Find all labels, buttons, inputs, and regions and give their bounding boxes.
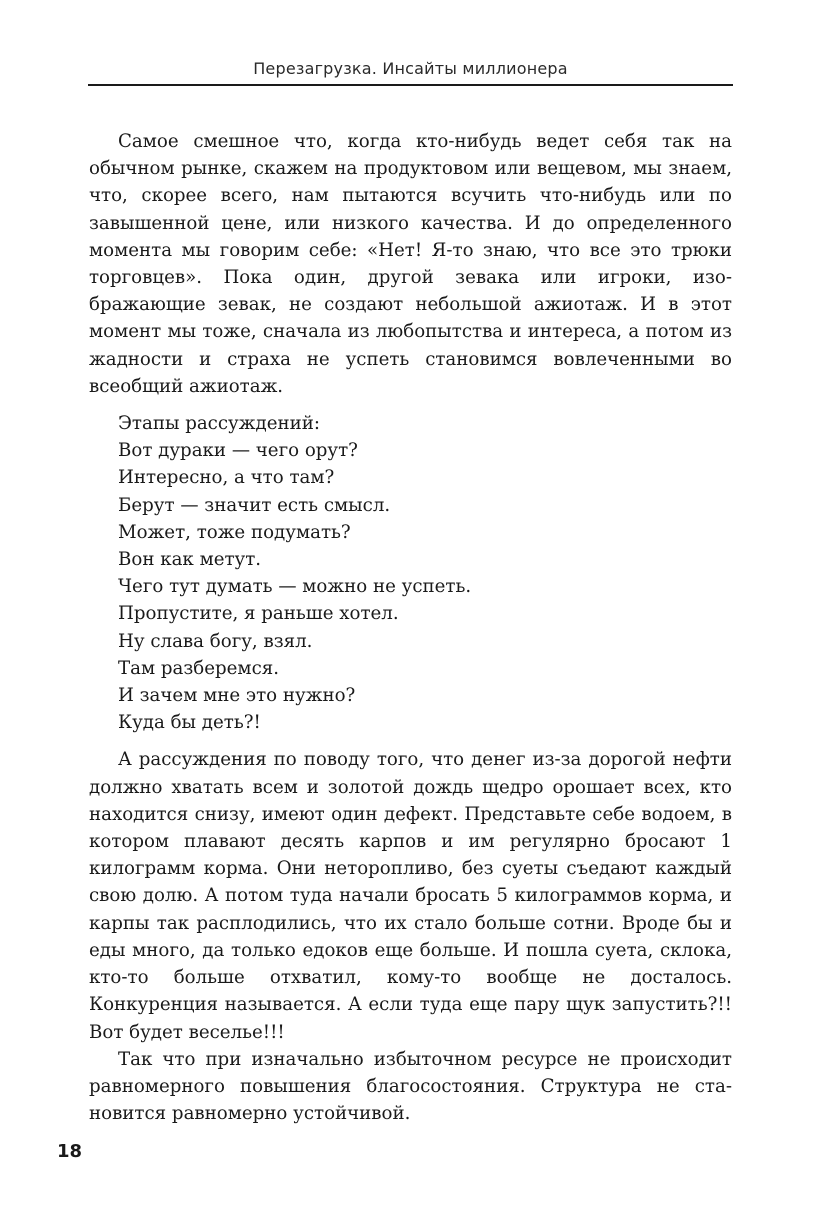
step-line: Куда бы деть?! <box>118 712 261 734</box>
steps-heading: Этапы рассуждений: <box>118 413 320 435</box>
step-line: Интересно, а что там? <box>118 467 335 489</box>
step-line: И зачем мне это нужно? <box>118 685 356 707</box>
page-number: 18 <box>57 1141 83 1162</box>
paragraph-carp-pond: А рассуждения по поводу того, что денег из-за дорогой нефти должно хватать всем и золотой дождь щедро орошает всех, кто находится снизу, имеют один дефект. Представьте себе водоем, в котором плавают десять карпов и им регулярно бросают 1 килограмм корма. Они неторопливо, без суеты съедают каждый свою долю. А потом туда начали бросать 5 килограммов корма, и карпы так расплодились, что их стало больше сотни. Вроде бы и еды много, да только едоков еще больше. И пошла суета, склока, кто-то больше отхватил, кому-то вообще не досталось. Конкуренция называется. А если туда еще пару щук запустить?!! Вот будет веселье!!! <box>89 749 732 1043</box>
step-line: Может, тоже подумать? <box>118 521 351 543</box>
paragraph-market-hype: Самое смешное что, когда кто-нибудь ведет себя так на обычном рынке, скажем на продуктовом или вещевом, мы знаем, что, скорее всего, нам пытаются всучить что-нибудь или по завышенной цене, или низкого качества. И до определенного момента мы говорим себе: «Нет! Я-то знаю, что все это трюки торговцев». Пока один, другой зевака или игроки, изображающие зевак, не создают небольшой ажиотаж. И в этот момент мы тоже, сначала из любопытства и интереса, а потом из жадности и страха не успеть становимся вовлеченными во всеобщий ажиотаж. <box>89 131 732 397</box>
step-line: Вон как метут. <box>118 549 262 571</box>
step-line: Берут — значит есть смысл. <box>118 494 391 516</box>
step-line: Пропустите, я раньше хотел. <box>118 603 399 625</box>
reasoning-steps-list <box>89 410 732 736</box>
page-body <box>89 128 732 1127</box>
step-line: Там разберемся. <box>118 657 280 679</box>
paragraph-conclusion: Так что при изначально избыточном ресурсе не происходит равномерного повышения благосостояния. Структура не становится равномерно устойчивой. <box>89 1048 732 1125</box>
step-line: Ну слава богу, взял. <box>118 630 313 652</box>
running-header <box>88 58 733 86</box>
book-title: Перезагрузка. Инсайты миллионера <box>253 59 568 78</box>
step-line: Чего тут думать — можно не успеть. <box>118 576 472 598</box>
step-line: Вот дураки — чего орут? <box>118 440 358 462</box>
